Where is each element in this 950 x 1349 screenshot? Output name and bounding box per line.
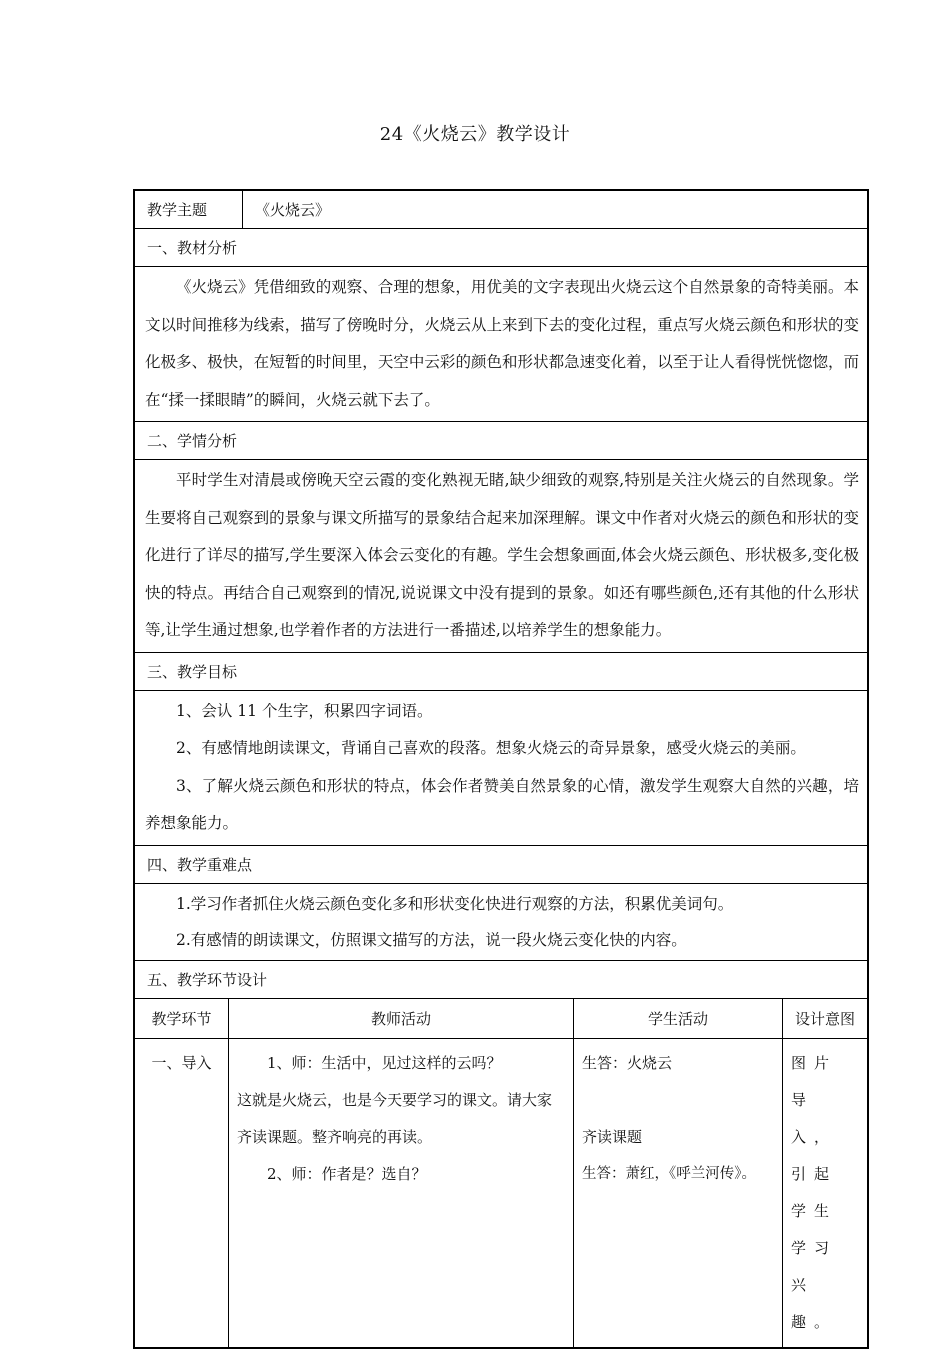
section-heading-goals: 三、教学目标 (135, 653, 867, 691)
student-analysis-text (135, 460, 867, 653)
column-header-student: 学生活动 (574, 999, 783, 1039)
student-line: 生答：火烧云 (582, 1053, 673, 1072)
goal-item: 2、有感情地朗读课文，背诵自己喜欢的段落。想象火烧云的奇异景象，感受火烧云的美丽。 (176, 739, 806, 757)
section-heading-steps: 五、教学环节设计 (135, 961, 867, 999)
teacher-line: 这就是火烧云，也是今天要学习的课文。请大家齐读课题。整齐响亮的再读。 (237, 1090, 553, 1146)
goal-item: 3、了解火烧云颜色和形状的特点，体会作者赞美自然景象的心情，激发学生观察大自然的兴趣，培养想象能力。 (145, 776, 859, 832)
lesson-plan-table (133, 189, 869, 1349)
student-activity-cell (574, 1039, 783, 1347)
teacher-line: 1、师：生活中，见过这样的云吗？ (267, 1053, 502, 1072)
column-header-stage: 教学环节 (135, 999, 229, 1039)
student-analysis-paragraph: 平时学生对清晨或傍晚天空云霞的变化熟视无睹,缺少细致的观察,特别是关注火烧云的自然现象。学生要将自己观察到的景象与课文所描写的景象结合起来加深理解。课文中作者对火烧云的颜色和形状的变化进行了详尽的描写,学生要深入体会云变化的有趣。学生会想象画面,体会火烧云颜色、形状极多,变化极快的特点。再结合自己观察到的情况,说说课文中没有提到的景象。如还有哪些颜色,还有其他的什么形状等,让学生通过想象,也学着作者的方法进行一番描述,以培养学生的想象能力。 (145, 471, 859, 639)
teacher-line: 2、师：作者是？选自？ (267, 1164, 427, 1183)
stage-text: 一、导入 (151, 1053, 212, 1072)
material-analysis-text (135, 267, 867, 422)
topic-label: 教学主题 (135, 191, 243, 228)
topic-value: 《火烧云》 (255, 201, 331, 219)
student-line: 生答：萧红，《呼兰河传》。 (582, 1165, 756, 1182)
document-title: 24《火烧云》教学设计 (379, 124, 571, 145)
key-points-list (135, 884, 867, 961)
steps-table (135, 999, 867, 1347)
column-header-teacher: 教师活动 (229, 999, 574, 1039)
steps-table-row (135, 1039, 867, 1347)
column-header-intent: 设计意图 (783, 999, 867, 1039)
intent-cell: 图片导入，引起学生学习兴趣。 (791, 1053, 838, 1331)
goal-item: 1、会认 11 个生字，积累四字词语。 (176, 701, 433, 720)
section-heading-material: 一、教材分析 (135, 229, 867, 267)
section-heading-students: 二、学情分析 (135, 422, 867, 460)
teacher-activity-cell (229, 1039, 574, 1347)
stage-cell (135, 1039, 229, 1347)
key-point-item: 1.学习作者抓住火烧云颜色变化多和形状变化快进行观察的方法，积累优美词句。 (176, 894, 734, 913)
topic-row (135, 191, 867, 229)
student-line (582, 1082, 774, 1119)
goals-list (135, 691, 867, 846)
section-heading-key-points: 四、教学重难点 (135, 846, 867, 884)
student-line: 齐读课题 (582, 1127, 643, 1146)
steps-table-header (135, 999, 867, 1039)
key-point-item: 2.有感情的朗读课文，仿照课文描写的方法，说一段火烧云变化快的内容。 (176, 930, 687, 949)
material-analysis-paragraph: 《火烧云》凭借细致的观察、合理的想象，用优美的文字表现出火烧云这个自然景象的奇特美丽。本文以时间推移为线索，描写了傍晚时分，火烧云从上来到下去的变化过程，重点写火烧云颜色和形状的变化极多、极快，在短暂的时间里，天空中云彩的颜色和形状都急速变化着，以至于让人看得恍恍惚惚，而在“揉一揉眼睛”的瞬间，火烧云就下去了。 (145, 278, 859, 409)
